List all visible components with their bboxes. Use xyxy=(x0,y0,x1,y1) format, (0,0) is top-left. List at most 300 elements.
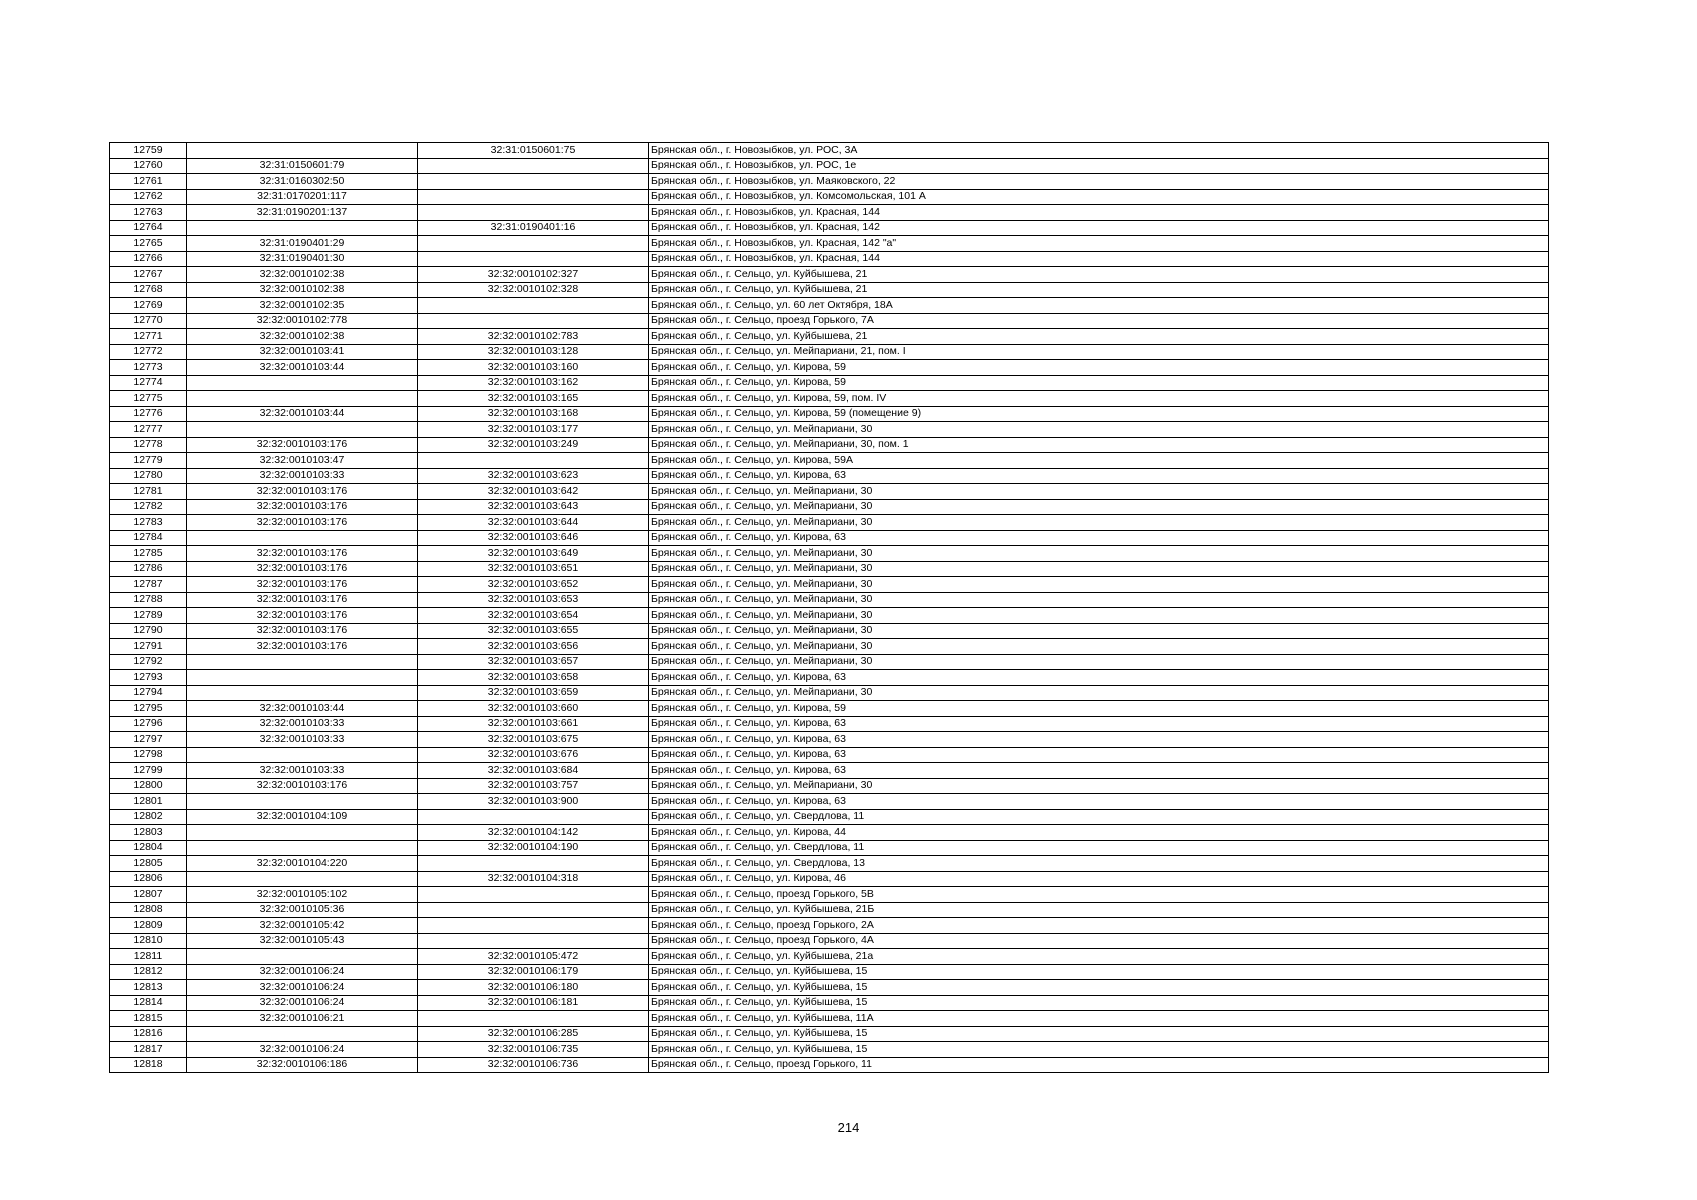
table-row xyxy=(110,391,1549,407)
row-number-cell: 12763 xyxy=(110,205,187,221)
parcel-cadastral-number-cell: 32:32:0010103:41 xyxy=(187,344,418,360)
parcel-cadastral-number-cell: 32:32:0010105:102 xyxy=(187,887,418,903)
table-row xyxy=(110,840,1549,856)
parcel-cadastral-number-cell: 32:31:0190201:137 xyxy=(187,205,418,221)
row-number-cell: 12813 xyxy=(110,980,187,996)
row-number-cell: 12818 xyxy=(110,1057,187,1073)
row-number-cell: 12806 xyxy=(110,871,187,887)
table-row xyxy=(110,1011,1549,1027)
address-cell: Брянская обл., г. Сельцо, проезд Горького, 2А xyxy=(649,918,1549,934)
parcel-cadastral-number-cell xyxy=(187,670,418,686)
parcel-cadastral-number-cell: 32:32:0010102:38 xyxy=(187,282,418,298)
parcel-cadastral-number-cell: 32:32:0010104:109 xyxy=(187,809,418,825)
parcel-cadastral-number-cell: 32:32:0010103:176 xyxy=(187,515,418,531)
parcel-cadastral-number-cell xyxy=(187,530,418,546)
address-cell: Брянская обл., г. Сельцо, ул. Кирова, 59А xyxy=(649,453,1549,469)
row-number-cell: 12796 xyxy=(110,716,187,732)
object-cadastral-number-cell xyxy=(418,298,649,314)
parcel-cadastral-number-cell: 32:32:0010104:220 xyxy=(187,856,418,872)
address-cell: Брянская обл., г. Сельцо, ул. Мейпариани, 30 xyxy=(649,546,1549,562)
object-cadastral-number-cell: 32:32:0010106:735 xyxy=(418,1042,649,1058)
parcel-cadastral-number-cell: 32:32:0010102:38 xyxy=(187,267,418,283)
table-row xyxy=(110,825,1549,841)
row-number-cell: 12761 xyxy=(110,174,187,190)
table-row xyxy=(110,360,1549,376)
row-number-cell: 12783 xyxy=(110,515,187,531)
row-number-cell: 12768 xyxy=(110,282,187,298)
parcel-cadastral-number-cell: 32:32:0010106:21 xyxy=(187,1011,418,1027)
object-cadastral-number-cell: 32:32:0010103:651 xyxy=(418,561,649,577)
address-cell: Брянская обл., г. Сельцо, ул. Куйбышева, 21а xyxy=(649,949,1549,965)
object-cadastral-number-cell xyxy=(418,918,649,934)
address-cell: Брянская обл., г. Сельцо, ул. Кирова, 63 xyxy=(649,794,1549,810)
row-number-cell: 12800 xyxy=(110,778,187,794)
row-number-cell: 12798 xyxy=(110,747,187,763)
parcel-cadastral-number-cell: 32:32:0010103:176 xyxy=(187,608,418,624)
address-cell: Брянская обл., г. Сельцо, ул. Кирова, 59, пом. IV xyxy=(649,391,1549,407)
address-cell: Брянская обл., г. Сельцо, ул. Мейпариани, 30 xyxy=(649,515,1549,531)
row-number-cell: 12799 xyxy=(110,763,187,779)
table-row xyxy=(110,499,1549,515)
parcel-cadastral-number-cell: 32:32:0010106:24 xyxy=(187,964,418,980)
address-cell: Брянская обл., г. Сельцо, ул. Кирова, 63 xyxy=(649,670,1549,686)
row-number-cell: 12773 xyxy=(110,360,187,376)
row-number-cell: 12792 xyxy=(110,654,187,670)
table-row xyxy=(110,329,1549,345)
object-cadastral-number-cell: 32:32:0010103:684 xyxy=(418,763,649,779)
table-row xyxy=(110,670,1549,686)
object-cadastral-number-cell: 32:32:0010106:736 xyxy=(418,1057,649,1073)
address-cell: Брянская обл., г. Сельцо, ул. Свердлова, 13 xyxy=(649,856,1549,872)
address-cell: Брянская обл., г. Сельцо, ул. Мейпариани, 30 xyxy=(649,623,1549,639)
parcel-cadastral-number-cell: 32:32:0010106:24 xyxy=(187,995,418,1011)
table-row xyxy=(110,174,1549,190)
row-number-cell: 12802 xyxy=(110,809,187,825)
row-number-cell: 12774 xyxy=(110,375,187,391)
object-cadastral-number-cell: 32:32:0010103:642 xyxy=(418,484,649,500)
address-cell: Брянская обл., г. Новозыбков, ул. Красная, 144 xyxy=(649,251,1549,267)
table-row xyxy=(110,1057,1549,1073)
parcel-cadastral-number-cell: 32:32:0010103:176 xyxy=(187,437,418,453)
row-number-cell: 12782 xyxy=(110,499,187,515)
parcel-cadastral-number-cell: 32:32:0010105:43 xyxy=(187,933,418,949)
row-number-cell: 12816 xyxy=(110,1026,187,1042)
address-cell: Брянская обл., г. Сельцо, ул. Кирова, 59 xyxy=(649,375,1549,391)
object-cadastral-number-cell: 32:32:0010103:657 xyxy=(418,654,649,670)
row-number-cell: 12789 xyxy=(110,608,187,624)
table-row xyxy=(110,918,1549,934)
object-cadastral-number-cell: 32:32:0010106:180 xyxy=(418,980,649,996)
object-cadastral-number-cell: 32:32:0010103:652 xyxy=(418,577,649,593)
object-cadastral-number-cell xyxy=(418,809,649,825)
parcel-cadastral-number-cell: 32:32:0010102:38 xyxy=(187,329,418,345)
table-row xyxy=(110,189,1549,205)
address-cell: Брянская обл., г. Сельцо, ул. Кирова, 63 xyxy=(649,763,1549,779)
address-cell: Брянская обл., г. Сельцо, ул. Свердлова, 11 xyxy=(649,840,1549,856)
object-cadastral-number-cell: 32:32:0010102:327 xyxy=(418,267,649,283)
address-cell: Брянская обл., г. Сельцо, ул. Кирова, 59 (помещение 9) xyxy=(649,406,1549,422)
row-number-cell: 12766 xyxy=(110,251,187,267)
row-number-cell: 12790 xyxy=(110,623,187,639)
row-number-cell: 12794 xyxy=(110,685,187,701)
parcel-cadastral-number-cell xyxy=(187,143,418,159)
object-cadastral-number-cell xyxy=(418,174,649,190)
address-cell: Брянская обл., г. Сельцо, ул. Кирова, 63 xyxy=(649,530,1549,546)
table-row xyxy=(110,809,1549,825)
address-cell: Брянская обл., г. Сельцо, ул. Кирова, 63 xyxy=(649,732,1549,748)
address-cell: Брянская обл., г. Сельцо, проезд Горького, 5В xyxy=(649,887,1549,903)
parcel-cadastral-number-cell: 32:32:0010103:33 xyxy=(187,732,418,748)
parcel-cadastral-number-cell: 32:32:0010102:35 xyxy=(187,298,418,314)
row-number-cell: 12785 xyxy=(110,546,187,562)
row-number-cell: 12771 xyxy=(110,329,187,345)
parcel-cadastral-number-cell: 32:32:0010103:47 xyxy=(187,453,418,469)
row-number-cell: 12767 xyxy=(110,267,187,283)
address-cell: Брянская обл., г. Сельцо, ул. Куйбышева, 11А xyxy=(649,1011,1549,1027)
page-number: 214 xyxy=(837,1120,860,1135)
object-cadastral-number-cell: 32:32:0010104:318 xyxy=(418,871,649,887)
object-cadastral-number-cell: 32:32:0010103:646 xyxy=(418,530,649,546)
object-cadastral-number-cell: 32:32:0010103:623 xyxy=(418,468,649,484)
address-cell: Брянская обл., г. Сельцо, ул. Куйбышева, 15 xyxy=(649,1042,1549,1058)
parcel-cadastral-number-cell: 32:31:0190401:29 xyxy=(187,236,418,252)
row-number-cell: 12759 xyxy=(110,143,187,159)
object-cadastral-number-cell: 32:32:0010103:165 xyxy=(418,391,649,407)
address-cell: Брянская обл., г. Сельцо, ул. Мейпариани, 30 xyxy=(649,561,1549,577)
table-row xyxy=(110,887,1549,903)
address-cell: Брянская обл., г. Сельцо, проезд Горького, 11 xyxy=(649,1057,1549,1073)
row-number-cell: 12765 xyxy=(110,236,187,252)
object-cadastral-number-cell: 32:32:0010103:675 xyxy=(418,732,649,748)
property-registry-table xyxy=(109,142,1549,1073)
object-cadastral-number-cell xyxy=(418,933,649,949)
address-cell: Брянская обл., г. Новозыбков, ул. РОС, 3А xyxy=(649,143,1549,159)
address-cell: Брянская обл., г. Сельцо, ул. Мейпариани, 30 xyxy=(649,654,1549,670)
address-cell: Брянская обл., г. Сельцо, ул. Куйбышева, 15 xyxy=(649,964,1549,980)
table-row xyxy=(110,980,1549,996)
object-cadastral-number-cell xyxy=(418,313,649,329)
object-cadastral-number-cell: 32:32:0010106:179 xyxy=(418,964,649,980)
address-cell: Брянская обл., г. Сельцо, ул. Мейпариани, 30 xyxy=(649,685,1549,701)
row-number-cell: 12764 xyxy=(110,220,187,236)
row-number-cell: 12803 xyxy=(110,825,187,841)
parcel-cadastral-number-cell: 32:31:0150601:79 xyxy=(187,158,418,174)
table-row xyxy=(110,685,1549,701)
address-cell: Брянская обл., г. Сельцо, ул. Кирова, 59 xyxy=(649,701,1549,717)
row-number-cell: 12775 xyxy=(110,391,187,407)
object-cadastral-number-cell xyxy=(418,251,649,267)
object-cadastral-number-cell: 32:32:0010103:653 xyxy=(418,592,649,608)
address-cell: Брянская обл., г. Сельцо, ул. Мейпариани, 30 xyxy=(649,592,1549,608)
address-cell: Брянская обл., г. Сельцо, ул. Куйбышева, 21 xyxy=(649,329,1549,345)
object-cadastral-number-cell: 32:32:0010103:660 xyxy=(418,701,649,717)
table-row xyxy=(110,747,1549,763)
row-number-cell: 12810 xyxy=(110,933,187,949)
address-cell: Брянская обл., г. Новозыбков, ул. Красная, 144 xyxy=(649,205,1549,221)
address-cell: Брянская обл., г. Сельцо, ул. Мейпариани, 30 xyxy=(649,499,1549,515)
row-number-cell: 12787 xyxy=(110,577,187,593)
parcel-cadastral-number-cell: 32:32:0010103:176 xyxy=(187,623,418,639)
row-number-cell: 12812 xyxy=(110,964,187,980)
table-row xyxy=(110,949,1549,965)
address-cell: Брянская обл., г. Сельцо, проезд Горького, 4А xyxy=(649,933,1549,949)
parcel-cadastral-number-cell xyxy=(187,825,418,841)
parcel-cadastral-number-cell: 32:32:0010103:44 xyxy=(187,701,418,717)
address-cell: Брянская обл., г. Новозыбков, ул. Красная, 142 xyxy=(649,220,1549,236)
object-cadastral-number-cell: 32:32:0010106:181 xyxy=(418,995,649,1011)
row-number-cell: 12779 xyxy=(110,453,187,469)
object-cadastral-number-cell: 32:32:0010103:661 xyxy=(418,716,649,732)
row-number-cell: 12772 xyxy=(110,344,187,360)
parcel-cadastral-number-cell xyxy=(187,220,418,236)
parcel-cadastral-number-cell xyxy=(187,375,418,391)
table-row xyxy=(110,592,1549,608)
parcel-cadastral-number-cell: 32:32:0010103:33 xyxy=(187,763,418,779)
table-row xyxy=(110,561,1549,577)
table-row xyxy=(110,964,1549,980)
table-row xyxy=(110,778,1549,794)
parcel-cadastral-number-cell xyxy=(187,422,418,438)
table-row xyxy=(110,251,1549,267)
table-row xyxy=(110,933,1549,949)
table-row xyxy=(110,375,1549,391)
object-cadastral-number-cell: 32:32:0010103:643 xyxy=(418,499,649,515)
object-cadastral-number-cell: 32:32:0010103:654 xyxy=(418,608,649,624)
parcel-cadastral-number-cell: 32:32:0010103:176 xyxy=(187,484,418,500)
table-row xyxy=(110,143,1549,159)
parcel-cadastral-number-cell: 32:31:0190401:30 xyxy=(187,251,418,267)
table-row xyxy=(110,313,1549,329)
parcel-cadastral-number-cell xyxy=(187,747,418,763)
row-number-cell: 12778 xyxy=(110,437,187,453)
address-cell: Брянская обл., г. Сельцо, ул. Куйбышева, 15 xyxy=(649,980,1549,996)
address-cell: Брянская обл., г. Сельцо, ул. Мейпариани, 30 xyxy=(649,639,1549,655)
address-cell: Брянская обл., г. Сельцо, ул. Мейпариани, 30 xyxy=(649,608,1549,624)
table-row xyxy=(110,654,1549,670)
parcel-cadastral-number-cell: 32:32:0010102:778 xyxy=(187,313,418,329)
address-cell: Брянская обл., г. Сельцо, ул. Кирова, 44 xyxy=(649,825,1549,841)
object-cadastral-number-cell: 32:32:0010105:472 xyxy=(418,949,649,965)
table-row xyxy=(110,732,1549,748)
row-number-cell: 12815 xyxy=(110,1011,187,1027)
address-cell: Брянская обл., г. Сельцо, ул. Кирова, 63 xyxy=(649,468,1549,484)
parcel-cadastral-number-cell: 32:32:0010103:33 xyxy=(187,468,418,484)
parcel-cadastral-number-cell: 32:32:0010106:186 xyxy=(187,1057,418,1073)
parcel-cadastral-number-cell: 32:32:0010103:33 xyxy=(187,716,418,732)
object-cadastral-number-cell: 32:32:0010103:168 xyxy=(418,406,649,422)
table-row xyxy=(110,484,1549,500)
object-cadastral-number-cell: 32:32:0010103:649 xyxy=(418,546,649,562)
address-cell: Брянская обл., г. Сельцо, ул. Мейпариани, 30 xyxy=(649,484,1549,500)
table-row xyxy=(110,530,1549,546)
row-number-cell: 12781 xyxy=(110,484,187,500)
table-row xyxy=(110,856,1549,872)
object-cadastral-number-cell xyxy=(418,158,649,174)
table-row xyxy=(110,422,1549,438)
row-number-cell: 12814 xyxy=(110,995,187,1011)
table-row xyxy=(110,794,1549,810)
parcel-cadastral-number-cell xyxy=(187,391,418,407)
row-number-cell: 12776 xyxy=(110,406,187,422)
table-row xyxy=(110,623,1549,639)
object-cadastral-number-cell: 32:32:0010103:656 xyxy=(418,639,649,655)
object-cadastral-number-cell xyxy=(418,1011,649,1027)
table-row xyxy=(110,205,1549,221)
object-cadastral-number-cell: 32:32:0010104:190 xyxy=(418,840,649,856)
table-row xyxy=(110,546,1549,562)
row-number-cell: 12811 xyxy=(110,949,187,965)
table-row xyxy=(110,1026,1549,1042)
object-cadastral-number-cell: 32:32:0010106:285 xyxy=(418,1026,649,1042)
address-cell: Брянская обл., г. Сельцо, ул. Свердлова, 11 xyxy=(649,809,1549,825)
object-cadastral-number-cell: 32:32:0010104:142 xyxy=(418,825,649,841)
object-cadastral-number-cell: 32:32:0010102:328 xyxy=(418,282,649,298)
object-cadastral-number-cell xyxy=(418,189,649,205)
table-row xyxy=(110,902,1549,918)
parcel-cadastral-number-cell xyxy=(187,840,418,856)
address-cell: Брянская обл., г. Новозыбков, ул. Маяковского, 22 xyxy=(649,174,1549,190)
table-row xyxy=(110,453,1549,469)
row-number-cell: 12786 xyxy=(110,561,187,577)
object-cadastral-number-cell xyxy=(418,205,649,221)
table-row xyxy=(110,871,1549,887)
object-cadastral-number-cell: 32:31:0190401:16 xyxy=(418,220,649,236)
row-number-cell: 12791 xyxy=(110,639,187,655)
row-number-cell: 12760 xyxy=(110,158,187,174)
address-cell: Брянская обл., г. Сельцо, ул. Куйбышева, 15 xyxy=(649,1026,1549,1042)
table-row xyxy=(110,639,1549,655)
object-cadastral-number-cell: 32:32:0010103:659 xyxy=(418,685,649,701)
address-cell: Брянская обл., г. Новозыбков, ул. РОС, 1е xyxy=(649,158,1549,174)
table-row xyxy=(110,515,1549,531)
address-cell: Брянская обл., г. Сельцо, ул. Куйбышева, 21 xyxy=(649,267,1549,283)
table-row xyxy=(110,344,1549,360)
address-cell: Брянская обл., г. Сельцо, ул. Кирова, 59 xyxy=(649,360,1549,376)
address-cell: Брянская обл., г. Новозыбков, ул. Красная, 142 "а" xyxy=(649,236,1549,252)
address-cell: Брянская обл., г. Сельцо, ул. Куйбышева, 21Б xyxy=(649,902,1549,918)
parcel-cadastral-number-cell: 32:32:0010105:42 xyxy=(187,918,418,934)
object-cadastral-number-cell: 32:32:0010103:249 xyxy=(418,437,649,453)
row-number-cell: 12805 xyxy=(110,856,187,872)
address-cell: Брянская обл., г. Сельцо, ул. Мейпариани, 30 xyxy=(649,577,1549,593)
address-cell: Брянская обл., г. Сельцо, ул. Мейпариани, 30 xyxy=(649,422,1549,438)
parcel-cadastral-number-cell xyxy=(187,654,418,670)
row-number-cell: 12784 xyxy=(110,530,187,546)
table-row xyxy=(110,763,1549,779)
parcel-cadastral-number-cell: 32:31:0160302:50 xyxy=(187,174,418,190)
row-number-cell: 12777 xyxy=(110,422,187,438)
table-row xyxy=(110,1042,1549,1058)
table-row xyxy=(110,701,1549,717)
row-number-cell: 12817 xyxy=(110,1042,187,1058)
row-number-cell: 12795 xyxy=(110,701,187,717)
row-number-cell: 12801 xyxy=(110,794,187,810)
table-row xyxy=(110,298,1549,314)
address-cell: Брянская обл., г. Сельцо, ул. Кирова, 63 xyxy=(649,747,1549,763)
row-number-cell: 12797 xyxy=(110,732,187,748)
object-cadastral-number-cell: 32:31:0150601:75 xyxy=(418,143,649,159)
parcel-cadastral-number-cell xyxy=(187,949,418,965)
address-cell: Брянская обл., г. Сельцо, ул. Кирова, 63 xyxy=(649,716,1549,732)
parcel-cadastral-number-cell: 32:32:0010103:176 xyxy=(187,577,418,593)
address-cell: Брянская обл., г. Сельцо, ул. Куйбышева, 15 xyxy=(649,995,1549,1011)
parcel-cadastral-number-cell: 32:32:0010103:44 xyxy=(187,360,418,376)
address-cell: Брянская обл., г. Сельцо, ул. Кирова, 46 xyxy=(649,871,1549,887)
object-cadastral-number-cell: 32:32:0010103:757 xyxy=(418,778,649,794)
object-cadastral-number-cell: 32:32:0010103:128 xyxy=(418,344,649,360)
address-cell: Брянская обл., г. Сельцо, проезд Горького, 7А xyxy=(649,313,1549,329)
table-body xyxy=(110,143,1549,1073)
object-cadastral-number-cell: 32:32:0010103:177 xyxy=(418,422,649,438)
parcel-cadastral-number-cell xyxy=(187,1026,418,1042)
object-cadastral-number-cell xyxy=(418,236,649,252)
parcel-cadastral-number-cell: 32:32:0010103:176 xyxy=(187,592,418,608)
row-number-cell: 12762 xyxy=(110,189,187,205)
address-cell: Брянская обл., г. Сельцо, ул. Мейпариани, 21, пом. I xyxy=(649,344,1549,360)
table-row xyxy=(110,267,1549,283)
row-number-cell: 12804 xyxy=(110,840,187,856)
parcel-cadastral-number-cell: 32:32:0010103:176 xyxy=(187,499,418,515)
parcel-cadastral-number-cell: 32:31:0170201:117 xyxy=(187,189,418,205)
parcel-cadastral-number-cell: 32:32:0010105:36 xyxy=(187,902,418,918)
table-row xyxy=(110,716,1549,732)
parcel-cadastral-number-cell: 32:32:0010103:176 xyxy=(187,639,418,655)
table-row xyxy=(110,282,1549,298)
row-number-cell: 12788 xyxy=(110,592,187,608)
object-cadastral-number-cell xyxy=(418,887,649,903)
parcel-cadastral-number-cell: 32:32:0010103:176 xyxy=(187,778,418,794)
object-cadastral-number-cell: 32:32:0010103:644 xyxy=(418,515,649,531)
object-cadastral-number-cell: 32:32:0010103:658 xyxy=(418,670,649,686)
parcel-cadastral-number-cell: 32:32:0010106:24 xyxy=(187,1042,418,1058)
object-cadastral-number-cell: 32:32:0010103:676 xyxy=(418,747,649,763)
table-row xyxy=(110,236,1549,252)
parcel-cadastral-number-cell xyxy=(187,685,418,701)
table-row xyxy=(110,468,1549,484)
object-cadastral-number-cell: 32:32:0010103:655 xyxy=(418,623,649,639)
table-row xyxy=(110,158,1549,174)
table-row xyxy=(110,406,1549,422)
table-row xyxy=(110,437,1549,453)
parcel-cadastral-number-cell: 32:32:0010103:44 xyxy=(187,406,418,422)
row-number-cell: 12793 xyxy=(110,670,187,686)
parcel-cadastral-number-cell xyxy=(187,794,418,810)
address-cell: Брянская обл., г. Сельцо, ул. Куйбышева, 21 xyxy=(649,282,1549,298)
object-cadastral-number-cell: 32:32:0010102:783 xyxy=(418,329,649,345)
row-number-cell: 12769 xyxy=(110,298,187,314)
parcel-cadastral-number-cell xyxy=(187,871,418,887)
object-cadastral-number-cell: 32:32:0010103:900 xyxy=(418,794,649,810)
object-cadastral-number-cell: 32:32:0010103:162 xyxy=(418,375,649,391)
row-number-cell: 12807 xyxy=(110,887,187,903)
table-row xyxy=(110,577,1549,593)
address-cell: Брянская обл., г. Сельцо, ул. Мейпариани, 30 xyxy=(649,778,1549,794)
parcel-cadastral-number-cell: 32:32:0010103:176 xyxy=(187,561,418,577)
table-row xyxy=(110,608,1549,624)
object-cadastral-number-cell xyxy=(418,453,649,469)
row-number-cell: 12808 xyxy=(110,902,187,918)
table-row xyxy=(110,220,1549,236)
parcel-cadastral-number-cell: 32:32:0010106:24 xyxy=(187,980,418,996)
parcel-cadastral-number-cell: 32:32:0010103:176 xyxy=(187,546,418,562)
row-number-cell: 12770 xyxy=(110,313,187,329)
address-cell: Брянская обл., г. Новозыбков, ул. Комсомольская, 101 А xyxy=(649,189,1549,205)
row-number-cell: 12780 xyxy=(110,468,187,484)
address-cell: Брянская обл., г. Сельцо, ул. 60 лет Октября, 18А xyxy=(649,298,1549,314)
object-cadastral-number-cell xyxy=(418,856,649,872)
table-row xyxy=(110,995,1549,1011)
row-number-cell: 12809 xyxy=(110,918,187,934)
